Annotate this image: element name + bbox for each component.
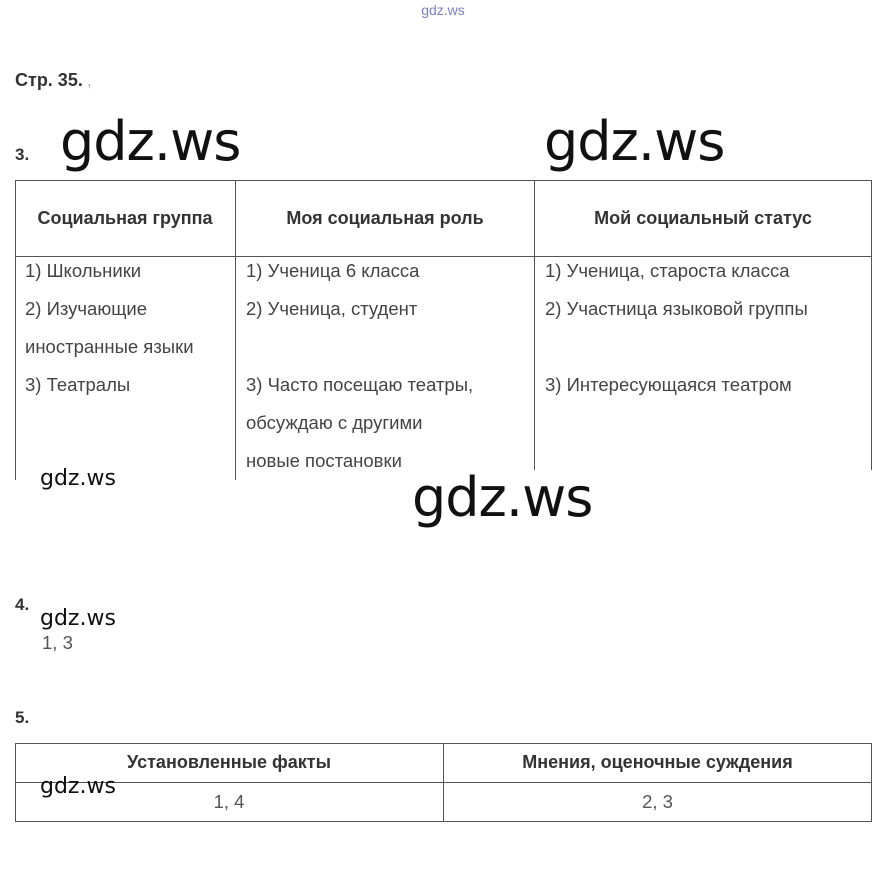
list-item: 1) Ученица, староста класса [545, 260, 790, 281]
list-item: 1) Школьники [25, 260, 142, 281]
list-item [545, 328, 808, 366]
column-social-group [25, 252, 194, 404]
column-social-status [545, 252, 808, 404]
watermark-big-right: gdz.ws [544, 110, 725, 173]
list-item: 2) Изучающие [25, 298, 148, 319]
list-item: 3) Часто посещаю театры, [246, 374, 474, 395]
opinions-value: 2, 3 [642, 791, 673, 812]
watermark-big-left: gdz.ws [60, 110, 241, 173]
task-4-number: 4. [15, 595, 30, 614]
list-item: 2) Ученица, студент [246, 298, 418, 319]
header-opinions: Мнения, оценочные суждения [522, 751, 793, 772]
watermark-small-3: gdz.ws [40, 774, 116, 799]
column-social-role [246, 252, 473, 480]
header-social-status: Мой социальный статус [594, 208, 812, 228]
page-reference [15, 70, 92, 91]
list-item: обсуждаю с другими [246, 412, 423, 433]
header-social-group: Социальная группа [37, 208, 213, 228]
top-watermark: gdz.ws [421, 2, 465, 18]
list-item [246, 328, 473, 366]
watermark-small-1: gdz.ws [40, 466, 116, 491]
list-item: 2) Участница языковой группы [545, 298, 808, 319]
social-roles-table [15, 180, 872, 480]
watermark-big-center: gdz.ws [412, 466, 593, 529]
task-3-number: 3. [15, 145, 30, 164]
task-4-answer: 1, 3 [42, 632, 73, 653]
header-facts: Установленные факты [127, 751, 331, 772]
list-item: новые постановки [246, 450, 402, 471]
list-item: иностранные языки [25, 336, 194, 357]
page-reference-tick: , [86, 70, 92, 90]
header-social-role: Моя социальная роль [286, 208, 484, 228]
list-item: 3) Интересующаяся театром [545, 374, 792, 395]
task-5-number: 5. [15, 708, 30, 727]
facts-value: 1, 4 [213, 791, 245, 812]
watermark-small-2: gdz.ws [40, 606, 116, 631]
facts-opinions-table [15, 743, 872, 823]
list-item: 3) Театралы [25, 374, 131, 395]
page-reference-text: Стр. 35. [15, 70, 83, 90]
list-item: 1) Ученица 6 класса [246, 260, 420, 281]
